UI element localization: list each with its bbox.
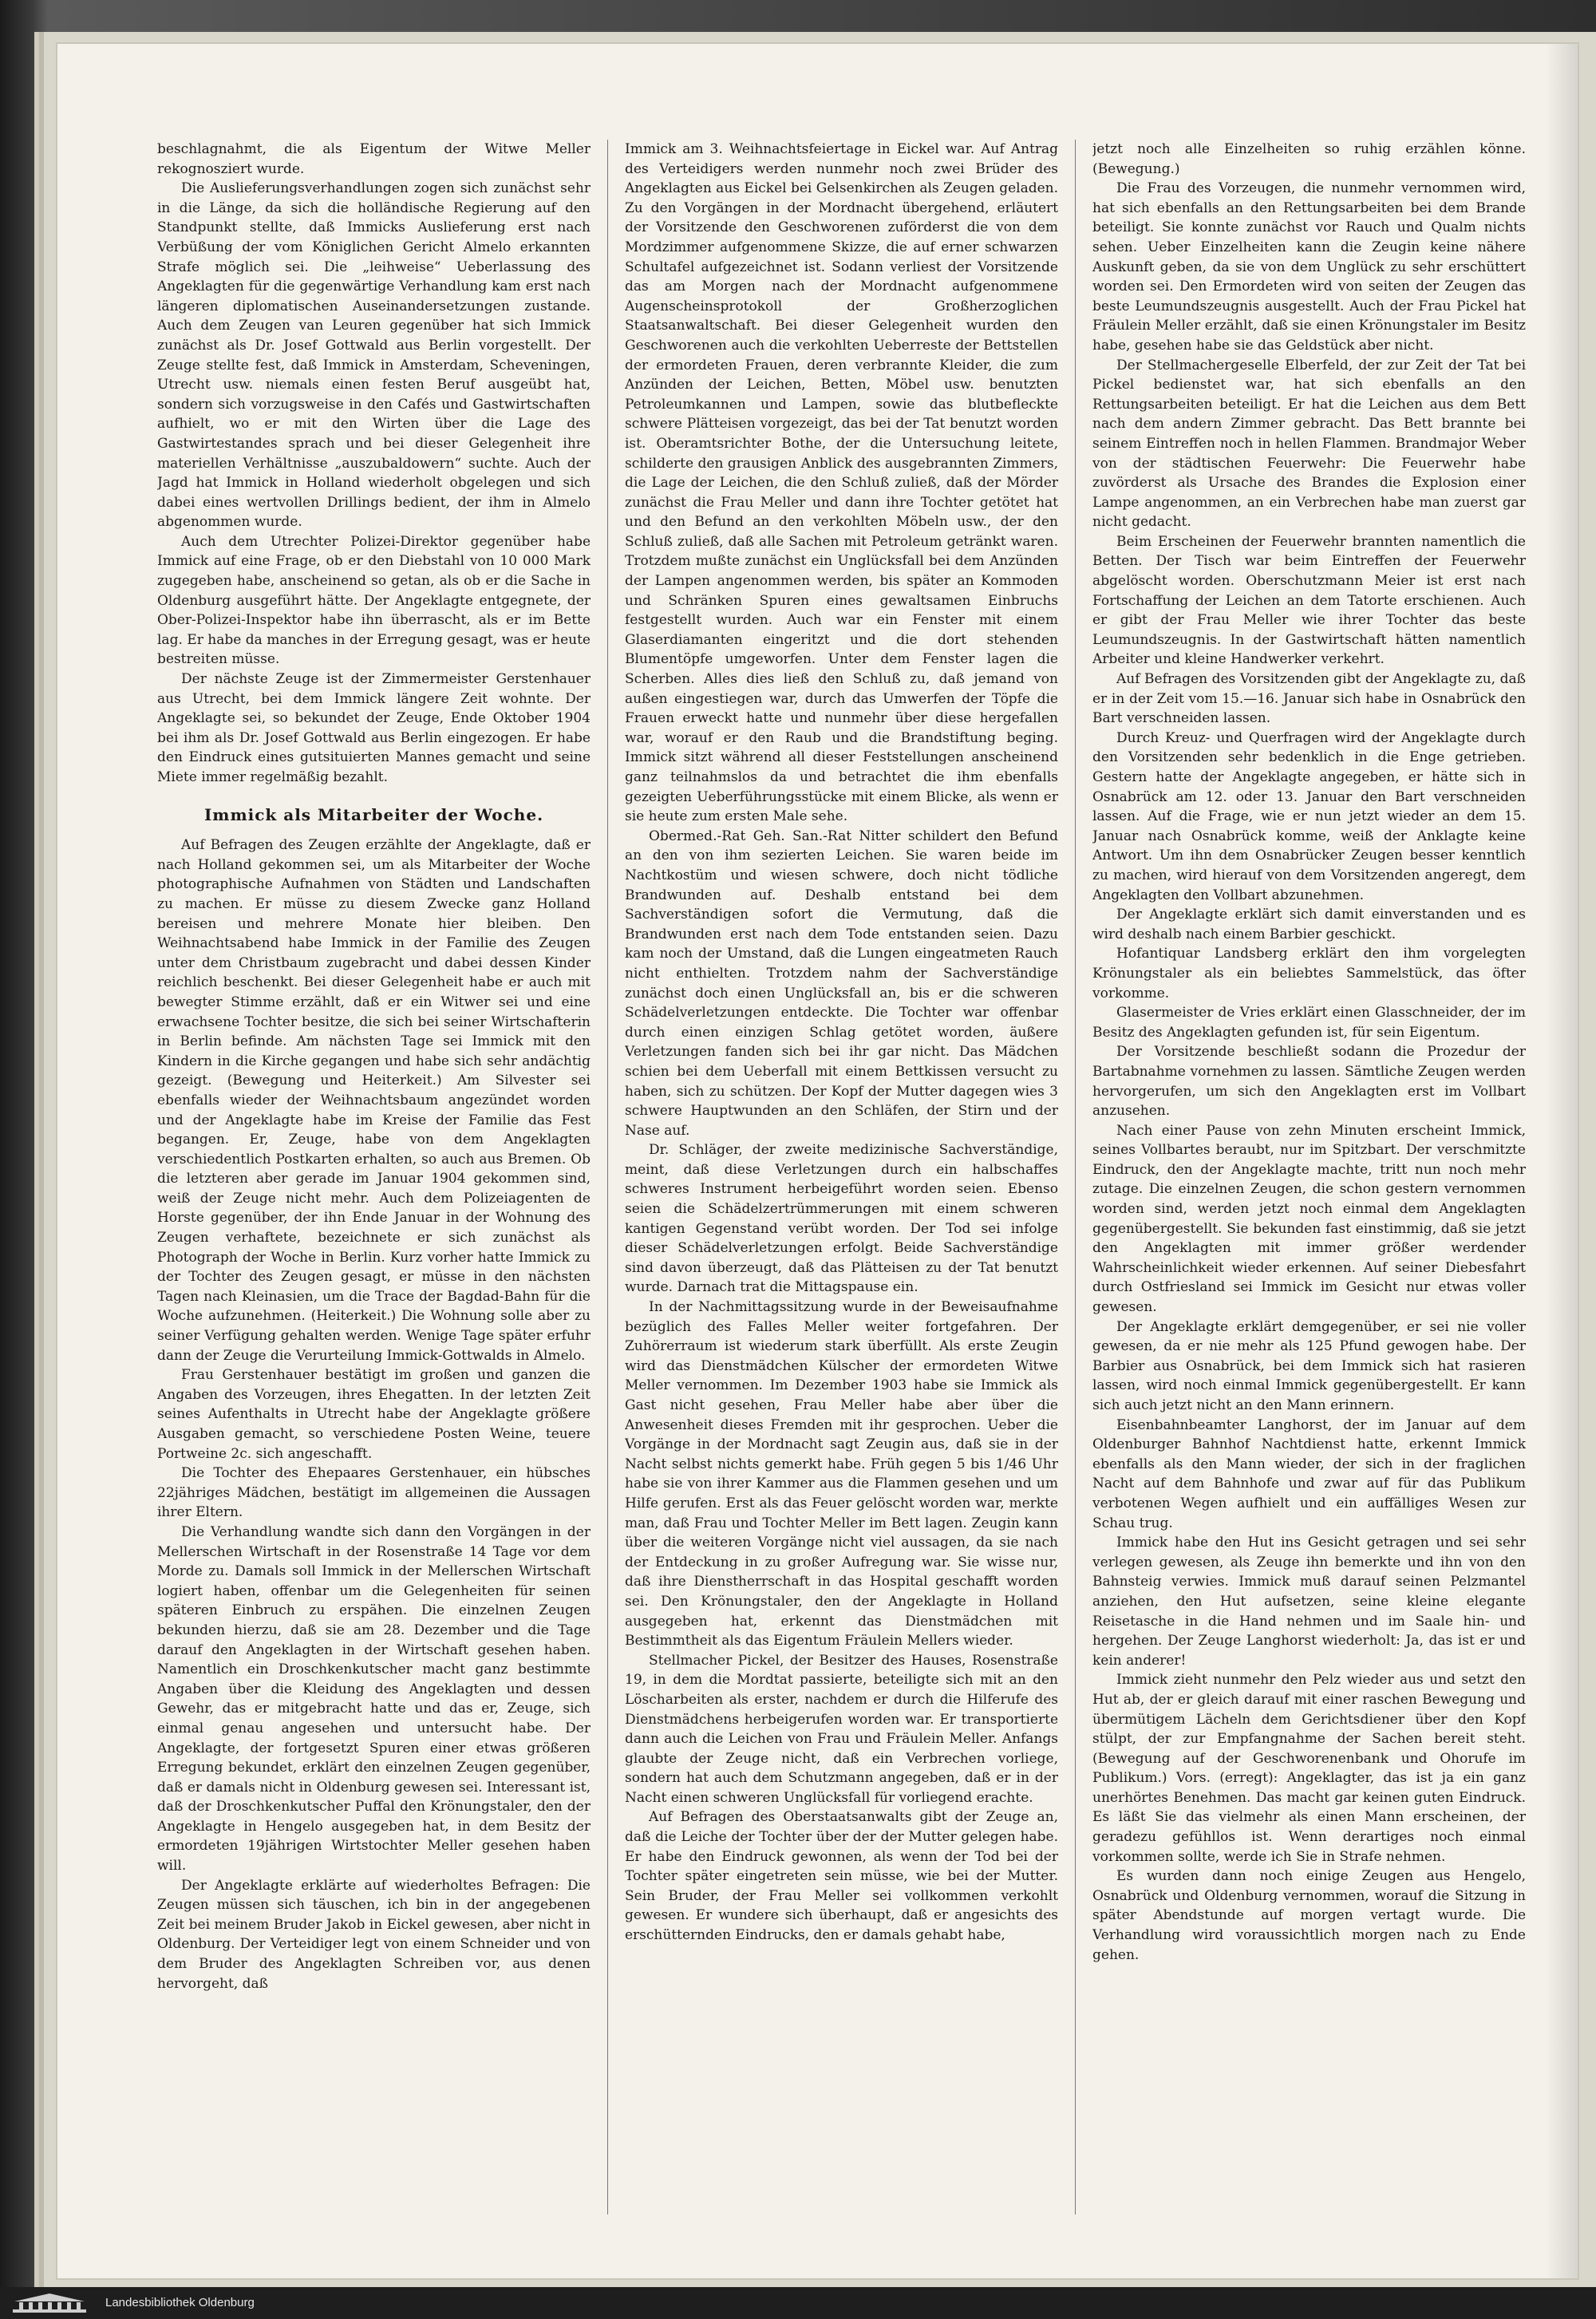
column-divider (607, 140, 608, 2214)
paragraph: Der Angeklagte erklärt demgegenüber, er sei nie voller gewesen, da er nie mehr als 125 Pfund gewogen habe. Der Barbier aus Osnabrück, bei dem Immick sich hat rasieren lassen, wird noch einmal Immick gegenübergestellt. Er kann sich auch jetzt nicht an den Mann erinnern. (1092, 1318, 1526, 1413)
newspaper-page (57, 44, 1578, 2278)
paragraph: Die Tochter des Ehepaares Gerstenhauer, ein hübsches 22jähriges Mädchen, bestätigt im allgemeinen die Aussagen ihrer Eltern. (157, 1465, 591, 1521)
paragraph: Beim Erscheinen der Feuerwehr brannten namentlich die Betten. Der Tisch war beim Eintreffen der Feuerwehr abgelöscht worden. Oberschutzmann Meier ist erst nach Fortschaffung der Leichen an dem Tatorte erschienen. Auch er gibt der Frau Meller wie ihrer Tochter das beste Leumundszeugnis. In der Gastwirtschaft hätten namentlich Arbeiter und kleine Handwerker verkehrt. (1092, 533, 1526, 668)
library-name: Landesbibliothek Oldenburg (105, 2296, 255, 2309)
column-left-text-a (157, 140, 591, 788)
column-right-text (1092, 140, 1526, 1965)
paragraph: Der nächste Zeuge ist der Zimmermeister Gerstenhauer aus Utrecht, bei dem Immick längere Zeit wohnte. Der Angeklagte sei, so bekundet der Zeuge, Ende Oktober 1904 bei ihm als Dr. Josef Gottwald aus Berlin eingezogen. Er habe den Eindruck eines gutsituierten Mannes gemacht und seine Miete immer regelmäßig bezahlt. (157, 671, 591, 785)
paragraph: Der Angeklagte erklärt sich damit einverstanden und es wird deshalb nach einem Barbier geschickt. (1092, 907, 1526, 942)
paragraph: Auf Befragen des Vorsitzenden gibt der Angeklagte zu, daß er in der Zeit vom 15.—16. Januar sich habe in Osnabrück den Bart verschneiden lassen. (1092, 671, 1526, 727)
paragraph: Immick habe den Hut ins Gesicht getragen und sei sehr verlegen gewesen, als Zeuge ihn bemerkte und ihn von den Bahnsteig verwies. Immick muß darauf seinen Pelzmantel anziehen, den Hut aufsetzen, seine kleine elegante Reisetasche in die Hand nehmen und im Saale hin- und hergehen. Der Zeuge Langhorst wiederholt: Ja, das ist er und kein anderer! (1092, 1535, 1526, 1669)
column-middle-text (625, 140, 1058, 1946)
paragraph: Stellmacher Pickel, der Besitzer des Hauses, Rosenstraße 19, in dem die Mordtat passierte, beteiligte sich mit an den Löscharbeiten als erster, nachdem er durch die Hilferufe des Dienstmädchens herbeigerufen worden war. Er transportierte dann auch die Leichen von Frau und Fräulein Meller. Anfangs glaubte der Zeuge nicht, daß ein Verbrechen vorliege, sondern hat auch dem Schutzmann angegeben, daß er in der Nacht einen schweren Unglücksfall für vorliegend erachte. (625, 1652, 1058, 1806)
paragraph: Der Angeklagte erklärte auf wiederholtes Befragen: Die Zeugen müssen sich täuschen, ich bin in der angegebenen Zeit bei meinem Bruder Jakob in Eickel gewesen, aber nicht in Oldenburg. Der Verteidiger legt von einem Schneider und von dem Bruder des Angeklagten Schreiben vor, aus denen hervorgeht, daß (157, 1877, 591, 1992)
footer-bar (0, 2287, 1596, 2319)
paragraph: Auch dem Utrechter Polizei-Direktor gegenüber habe Immick auf eine Frage, ob er den Diebstahl von 10 000 Mark zugegeben habe, anscheinend so getan, als ob er die Sache in Oldenburg ausgeführt hätte. Der Angeklagte entgegnete, der Ober-Polizei-Inspektor habe ihn überrascht, als er im Bette lag. Er habe da manches in der Erregung gesagt, was er heute bestreiten müsse. (157, 533, 591, 668)
paragraph: Immick am 3. Weihnachtsfeiertage in Eickel war. Auf Antrag des Verteidigers werden nunmehr noch zwei Brüder des Angeklagten aus Eickel bei Gelsenkirchen als Zeugen geladen. Zu den Vorgängen in der Mordnacht übergehend, erläutert der Vorsitzende den Geschworenen zuförderst die von dem Mordzimmer aufgenommene Skizze, die auf erner schwarzen Schultafel aufgezeichnet ist. Sodann verliest der Vorsitzende das am Morgen nach der Mordnacht aufgenommene Augenscheinsprotokoll der Großherzoglichen Staatsanwaltschaft. Bei dieser Gelegenheit wurden den Geschworenen auch die verkohlten Ueberreste der Bettstellen der ermordeten Frauen, deren verbrannte Kleider, die zum Anzünden der Leichen, Betten, Möbel usw. benutzten Petroleumkannen und Lampen, sowie das blutbefleckte schwere Plätteisen vorgezeigt, das bei der Tat benutzt worden ist. Oberamtsrichter Bothe, der die Untersuchung leitete, schilderte den grausigen Anblick des ausgebrannten Zimmers, die Lage der Leichen, die den Schluß zuließ, daß der Mörder zunächst die Frau Meller und dann ihre Tochter getötet hat und den Befund an den verkohlten Möbeln usw., der den Schluß zuließ, daß alle Sachen mit Petroleum getränkt waren. Trotzdem mußte zunächst ein Unglücksfall bei dem Anzünden der Lampen angenommen werden, bis später an Kommoden und Schränken Spuren eines gewaltsamen Einbruchs festgestellt wurden. Auch war ein Fenster mit einem Glaserdiamanten eingeritzt und die dort stehenden Blumentöpfe umgeworfen. Unter dem Fenster lagen die Scherben. Alles dies ließ den Schluß zu, daß jemand von außen eingestiegen war, durch das Umwerfen der Töpfe die Frauen erweckt hatte und nunmehr über diese hergefallen war, worauf er den Raub und die Brandstiftung beging. Immick sitzt während all dieser Feststellungen anscheinend ganz teilnahmslos da und betrachtet die ihm ebenfalls gezeigten Ueberführungsstücke mit einem Blicke, als wenn er sie heute zum ersten Male sehe. (625, 141, 1058, 825)
paragraph: Der Stellmachergeselle Elberfeld, der zur Zeit der Tat bei Pickel bedienstet war, hat sich ebenfalls an den Rettungsarbeiten beteiligt. Er hat die Leichen aus dem Bett nach dem andern Zimmer gebracht. Das Bett brannte bei seinem Eintreffen noch in hellen Flammen. Brandmajor Weber von der städtischen Feuerwehr: Die Feuerwehr habe zuvörderst als Ursache des Brandes die Explosion einer Lampe angenommen, an ein Verbrechen habe man zuerst gar nicht gedacht. (1092, 357, 1526, 531)
column-left-text-b (157, 836, 591, 1993)
library-building-icon (11, 2292, 88, 2314)
column-right (1092, 140, 1526, 2214)
paragraph: Die Verhandlung wandte sich dann den Vorgängen in der Mellerschen Wirtschaft in der Rosenstraße 14 Tage vor dem Morde zu. Damals soll Immick in der Mellerschen Wirtschaft logiert haben, offenbar um die Gelegenheiten für seinen späteren Einbruch zu erspähen. Die einzelnen Zeugen bekunden hierzu, daß sie am 28. Dezember und die Tage darauf den Angeklagten in der Wirtschaft gesehen haben. Namentlich ein Droschkenkutscher macht ganz bestimmte Angaben über die Kleidung des Angeklagten und dessen Gewehr, das er mitgebracht hatte und das er, Zeuge, sich einmal genau angesehen und untersucht habe. Der Angeklagte, der fortgesetzt Spuren einer etwas größeren Erregung bekundet, erklärt den einzelnen Zeugen gegenüber, daß er damals nicht in Oldenburg gewesen sei. Interessant ist, daß der Droschkenkutscher Puffal den Krönungstaler, den der Angeklagte in Hengelo ausgegeben hat, in dem Besitz der ermordeten 19jährigen Wirtstochter Meller gesehen haben will. (157, 1523, 591, 1875)
paragraph: Es wurden dann noch einige Zeugen aus Hengelo, Osnabrück und Oldenburg vernommen, worauf die Sitzung in später Abendstunde auf morgen vertagt wurde. Die Verhandlung wird voraussichtlich morgen nach zu Ende gehen. (1092, 1868, 1526, 1963)
paragraph: Glasermeister de Vries erklärt einen Glasschneider, der im Besitz des Angeklagten gefunden ist, für sein Eigentum. (1092, 1005, 1526, 1041)
column-middle (625, 140, 1058, 2214)
paragraph: Immick zieht nunmehr den Pelz wieder aus und setzt den Hut ab, der er gleich darauf mit einer raschen Bewegung und übermütigem Lächeln dem Gerichtsdiener über den Kopf stülpt, der zur Empfangnahme der Sachen bereit steht. (Bewegung auf der Geschworenenbank und Ohorufe im Publikum.) Vors. (erregt): Angeklagter, das ist ja ein ganz unerhörtes Benehmen. Das macht gar keinen guten Eindruck. Es läßt Sie das vielmehr als einen Mann erscheinen, der geradezu gefühllos ist. Wenn derartiges noch einmal vorkommen sollte, werde ich Sie in Strafe nehmen. (1092, 1672, 1526, 1865)
column-divider (1075, 140, 1076, 2214)
paragraph: Dr. Schläger, der zweite medizinische Sachverständige, meint, daß diese Verletzungen durch ein halbschaffes schweres Instrument herbeigeführt worden seien. Ebenso seien die Schädelzertrümmerungen mit einem schweren kantigen Gegenstand verübt worden. Der Tod sei infolge dieser Schädelverletzungen erfolgt. Beide Sachverständige sind davon überzeugt, daß das Plätteisen zu der Tat benutzt wurde. Darnach trat die Mittagspause ein. (625, 1142, 1058, 1296)
paragraph: jetzt noch alle Einzelheiten so ruhig erzählen könne. (Bewegung.) (1092, 141, 1526, 177)
paragraph: beschlagnahmt, die als Eigentum der Witwe Meller rekognosziert wurde. (157, 141, 591, 177)
paragraph: Auf Befragen des Zeugen erzählte der Angeklagte, daß er nach Holland gekommen sei, um als Mitarbeiter der Woche photographische Aufnahmen von Städten und Landschaften zu machen. Er müsse zu diesem Zwecke ganz Holland bereisen und mehrere Monate hier bleiben. Den Weihnachtsabend habe Immick in der Familie des Zeugen unter dem Christbaum zugebracht und dabei dessen Kinder reichlich beschenkt. Bei dieser Gelegenheit habe er auch mit bewegter Stimme erzählt, daß er ein Witwer sei und eine erwachsene Tochter besitze, die sich bei seiner Wirtschafterin in Berlin befinde. Am nächsten Tage sei Immick mit den Kindern in die Kirche gegangen und habe sich sehr andächtig gezeigt. (Bewegung und Heiterkeit.) Am Silvester sei ebenfalls wieder der Weihnachtsbaum angezündet worden und der Angeklagte habe im Kreise der Familie das Fest begangen. Er, Zeuge, habe von dem Angeklagten verschiedentlich Postkarten erhalten, so auch aus Bremen. Ob die letzteren aber gerade im Januar 1904 gekommen sind, weiß der Zeuge nicht mehr. Auch dem Polizeiagenten de Horste gegenüber, der ihn Ende Januar in der Wohnung des Zeugen verhaftete, bezeichnete er sich zunächst als Photograph der Woche in Berlin. Kurz vorher hatte Immick zu der Tochter des Zeugen gesagt, er müsse in den nächsten Tagen nach Kleinasien, um die Trace der Bagdad-Bahn für die Woche aufzunehmen. (Heiterkeit.) Die Wohnung solle aber zu seiner Verfügung gehalten werden. Wenige Tage später erfuhr dann der Zeuge die Verurteilung Immick-Gottwalds in Almelo. (157, 837, 591, 1364)
paragraph: Eisenbahnbeamter Langhorst, der im Januar auf dem Oldenburger Bahnhof Nachtdienst hatte, erkennt Immick ebenfalls als den Mann wieder, der sich in der fraglichen Nacht auf dem Bahnhofe und zwar auf für das Publikum verbotenen Wegen aufhielt und ein auffälliges Wesen zur Schau trug. (1092, 1416, 1526, 1531)
paragraph: Die Frau des Vorzeugen, die nunmehr vernommen wird, hat sich ebenfalls an den Rettungsarbeiten bei dem Brande beteiligt. Sie konnte zunächst vor Rauch und Qualm nichts sehen. Ueber Einzelheiten kann die Zeugin keine nähere Auskunft geben, da sie von dem Unglück zu sehr erschüttert worden sei. Den Ermordeten wird von seiten der Zeugen das beste Leumundszeugnis ausgestellt. Auch der Frau Pickel hat Fräulein Meller erzählt, daß sie einen Krönungstaler im Besitz habe, gesehen habe sie das Geldstück aber nicht. (1092, 180, 1526, 354)
paragraph: Auf Befragen des Oberstaatsanwalts gibt der Zeuge an, daß die Leiche der Tochter über der der Mutter gelegen habe. Er habe den Eindruck gewonnen, als wenn der Tod bei der Tochter später eingetreten sein müsse, wie bei der Mutter. Sein Bruder, der Frau Meller sei vollkommen verkohlt gewesen. Er wundere sich überhaupt, daß er angesichts des erschütternden Eindrucks, den er damals gehabt habe, (625, 1809, 1058, 1944)
paragraph: Der Vorsitzende beschließt sodann die Prozedur der Bartabnahme vornehmen zu lassen. Sämtliche Zeugen werden hervorgerufen, um sich den Angeklagten erst im Vollbart anzusehen. (1092, 1044, 1526, 1120)
paragraph: Die Auslieferungsverhandlungen zogen sich zunächst sehr in die Länge, da sich die holländische Regierung auf den Standpunkt stellte, daß Immicks Auslieferung erst nach Verbüßung der vom Königlichen Gericht Almelo erkannten Strafe möglich sei. Die „leihweise“ Ueberlassung des Angeklagten für die gegenwärtige Verhandlung kam erst nach längeren diplomatischen Auseinandersetzungen zustande. Auch dem Zeugen van Leuren gegenüber hat sich Immick zunächst als Dr. Josef Gottwald aus Berlin vorgestellt. Der Zeuge stellte fest, daß Immick in Amsterdam, Scheveningen, Utrecht usw. niemals einen festen Beruf ausgeübt hat, sondern sich vorzugsweise in den Cafés und Gastwirtschaften aufhielt, wo er mit den Wirten über die Lage des Gastwirtestandes sprach und bei dieser Gelegenheit ihre materiellen Verhältnisse „auszubaldowern“ suchte. Auch der Jagd hat Immick in Holland wiederholt obgelegen und sich dabei eines wertvollen Drillings bedient, der ihm in Almelo abgenommen wurde. (157, 180, 591, 531)
paragraph: In der Nachmittagssitzung wurde in der Beweisaufnahme bezüglich des Falles Meller weiter fortgefahren. Der Zuhörerraum ist wiederum stark überfüllt. Als erste Zeugin wird das Dienstmädchen Külscher der ermordeten Witwe Meller vernommen. Im Dezember 1903 habe sie Immick als Gast nicht gesehen, Frau Meller habe aber über die Anwesenheit dieses Fremden mit ihr gesprochen. Ueber die Vorgänge in der Mordnacht sagt Zeugin aus, daß sie in der Nacht selbst nichts gemerkt habe. Früh gegen 5 bis 1/46 Uhr habe sie von ihrer Kammer aus die Flammen gesehen und um Hilfe gerufen. Erst als das Feuer gelöscht worden war, merkte man, daß Frau und Tochter Meller im Bett lagen. Zeugin kann über die weiteren Vorgänge nicht viel aussagen, da sie nach der Entdeckung in zu großer Aufregung war. Sie wisse nur, daß ihre Dienstherrschaft in das Hospital geschafft worden sei. Den Krönungstaler, den der Angeklagte in Holland ausgegeben hat, erkennt das Dienstmädchen mit Bestimmtheit als das Eigentum Fräulein Mellers wieder. (625, 1299, 1058, 1649)
paragraph: Nach einer Pause von zehn Minuten erscheint Immick, seines Vollbartes beraubt, nur im Spitzbart. Der verschmitzte Eindruck, den der Angeklagte machte, tritt nun noch mehr zutage. Die einzelnen Zeugen, die schon gestern vernommen worden sind, werden jetzt noch einmal dem Angeklagten gegenübergestellt. Sie bekunden fast einstimmig, daß sie jetzt den Angeklagten mit immer größer werdender Wahrscheinlichkeit wieder erkennen. Auf seiner Diebesfahrt durch Ostfriesland sei Immick im Gesicht nur etwas voller gewesen. (1092, 1122, 1526, 1316)
column-left (157, 140, 591, 2214)
text-columns (157, 140, 1526, 2214)
paragraph: Durch Kreuz- und Querfragen wird der Angeklagte durch den Vorsitzenden sehr bedenklich in die Enge getrieben. Gestern hatte der Angeklagte angegeben, er hätte sich in Osnabrück am 12. oder 13. Januar den Bart verschneiden lassen. Auf die Frage, wie er nun jetzt wieder an dem 15. Januar nach Osnabrück komme, weiß der Anklagte keine Antwort. Um ihn dem Osnabrücker Zeugen besser kenntlich zu machen, wird hierauf von dem Vorsitzenden angeregt, dem Angeklagten den Vollbart abzunehmen. (1092, 729, 1526, 903)
paragraph: Frau Gerstenhauer bestätigt im großen und ganzen die Angaben des Vorzeugen, ihres Ehegatten. In der letzten Zeit seines Aufenthalts in Utrecht habe der Angeklagte größere Ausgaben gemacht, so verschiedene Posten Weine, teuere Portweine 2c. sich angeschafft. (157, 1367, 591, 1462)
paragraph: Obermed.-Rat Geh. San.-Rat Nitter schildert den Befund an den von ihm sezierten Leichen. Sie waren beide im Nachtkostüm und wiesen schwere, doch nicht tödliche Brandwunden auf. Deshalb entstand bei dem Sachverständigen sofort die Vermutung, daß die Brandwunden erst nach dem Tode entstanden seien. Dazu kam noch der Umstand, daß die Lungen eingeatmeten Rauch nicht enthielten. Trotzdem nahm der Sachverständige zunächst doch einen Unglücksfall an, bis er die schweren Schädelverletzungen entdeckte. Die Tochter war offenbar durch einen einzigen Schlag getötet worden, äußere Verletzungen fanden sich bei ihr gar nicht. Das Mädchen schien bei dem Ueberfall mit einem Bettkissen versucht zu haben, sich zu schützen. Der Kopf der Mutter dagegen wies 3 schwere Hauptwunden an den Schläfen, der Stirn und der Nase auf. (625, 828, 1058, 1139)
page-edge-shadow (1546, 44, 1578, 2278)
section-heading: Immick als Mitarbeiter der Woche. (203, 804, 544, 824)
paragraph: Hofantiquar Landsberg erklärt den ihm vorgelegten Krönungstaler als ein beliebtes Sammelstück, das öfter vorkomme. (1092, 946, 1526, 1001)
